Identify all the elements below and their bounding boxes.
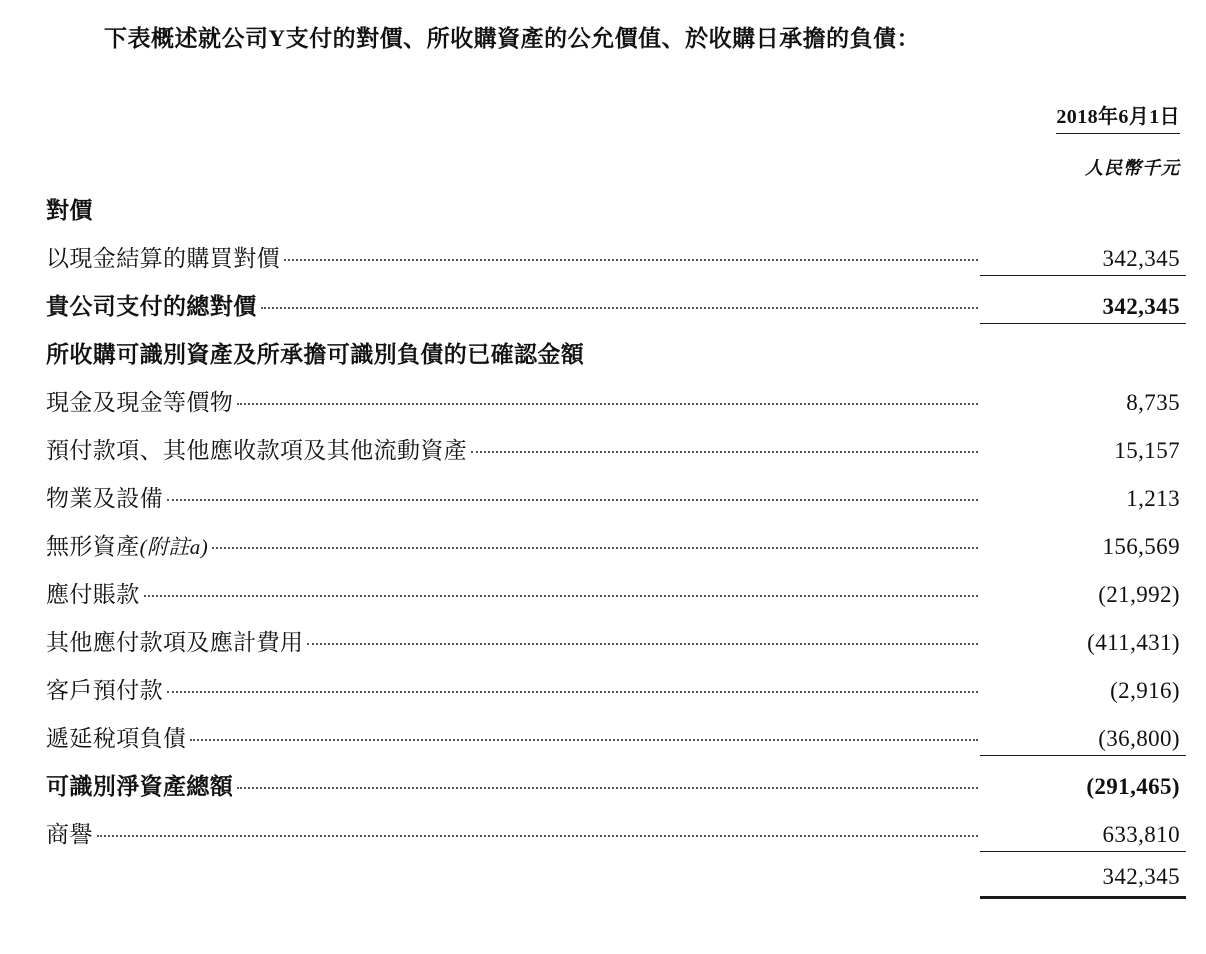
table-row	[46, 672, 1186, 720]
table-row	[46, 240, 1186, 288]
row-label: 客戶預付款	[46, 678, 163, 703]
table-rows	[46, 192, 1186, 916]
row-label: 遞延稅項負債	[46, 726, 187, 751]
total-value: 342,345	[980, 864, 1186, 899]
table-row	[46, 480, 1186, 528]
row-label-note: (附註a)	[139, 535, 209, 559]
row-label: 預付款項、其他應收款項及其他流動資產	[46, 438, 468, 463]
table-row	[46, 528, 1186, 576]
row-label: 物業及設備	[46, 486, 163, 511]
row-value: 342,345	[980, 246, 1186, 276]
intro-paragraph: 下表概述就公司Y支付的對價、所收購資產的公允價值、於收購日承擔的負債：	[104, 26, 921, 51]
leader-dots	[97, 835, 978, 837]
table-row	[46, 432, 1186, 480]
row-value: (21,992)	[1098, 582, 1180, 607]
table-row	[46, 576, 1186, 624]
leader-dots	[167, 499, 978, 501]
table-row	[46, 192, 1186, 240]
row-label	[46, 528, 208, 561]
leader-dots	[190, 739, 978, 741]
row-label: 現金及現金等價物	[46, 390, 234, 415]
row-value: 1,213	[1126, 486, 1180, 511]
row-value: (291,465)	[1086, 774, 1180, 799]
row-value: (411,431)	[1087, 630, 1180, 655]
column-date-label: 2018年6月1日	[1056, 100, 1180, 134]
table-row	[46, 384, 1186, 432]
row-value: 156,569	[1102, 534, 1180, 559]
row-label: 貴公司支付的總對價	[46, 294, 257, 319]
row-value: 342,345	[980, 294, 1186, 324]
row-value: 633,810	[980, 822, 1186, 852]
table-column-header	[880, 100, 1180, 180]
table-row	[46, 624, 1186, 672]
row-label: 以現金結算的購買對價	[46, 246, 280, 271]
table-row	[46, 336, 1186, 384]
row-value: 15,157	[1114, 438, 1180, 463]
leader-dots	[284, 259, 978, 261]
leader-dots	[144, 595, 978, 597]
row-value: 8,735	[1126, 390, 1180, 415]
leader-dots	[307, 643, 978, 645]
table-total-row	[46, 864, 1186, 916]
table-row	[46, 816, 1186, 864]
row-label: 其他應付款項及應計費用	[46, 630, 304, 655]
leader-dots	[237, 403, 978, 405]
row-value: (2,916)	[1110, 678, 1180, 703]
table-row	[46, 288, 1186, 336]
row-label: 可識別淨資產總額	[46, 774, 234, 799]
row-label: 應付賬款	[46, 582, 140, 607]
leader-dots	[167, 691, 978, 693]
column-unit-label: 人民幣千元	[1085, 158, 1180, 178]
leader-dots	[471, 451, 978, 453]
row-label: 對價	[46, 198, 93, 223]
leader-dots	[212, 547, 978, 549]
table-row	[46, 720, 1186, 768]
row-label-text: 無形資產	[46, 534, 140, 559]
leader-dots	[237, 787, 978, 789]
leader-dots	[261, 307, 978, 309]
row-label: 商譽	[46, 822, 93, 847]
row-label: 所收購可識別資產及所承擔可識別負債的已確認金額	[46, 342, 585, 367]
row-value: (36,800)	[980, 726, 1186, 756]
table-row	[46, 768, 1186, 816]
